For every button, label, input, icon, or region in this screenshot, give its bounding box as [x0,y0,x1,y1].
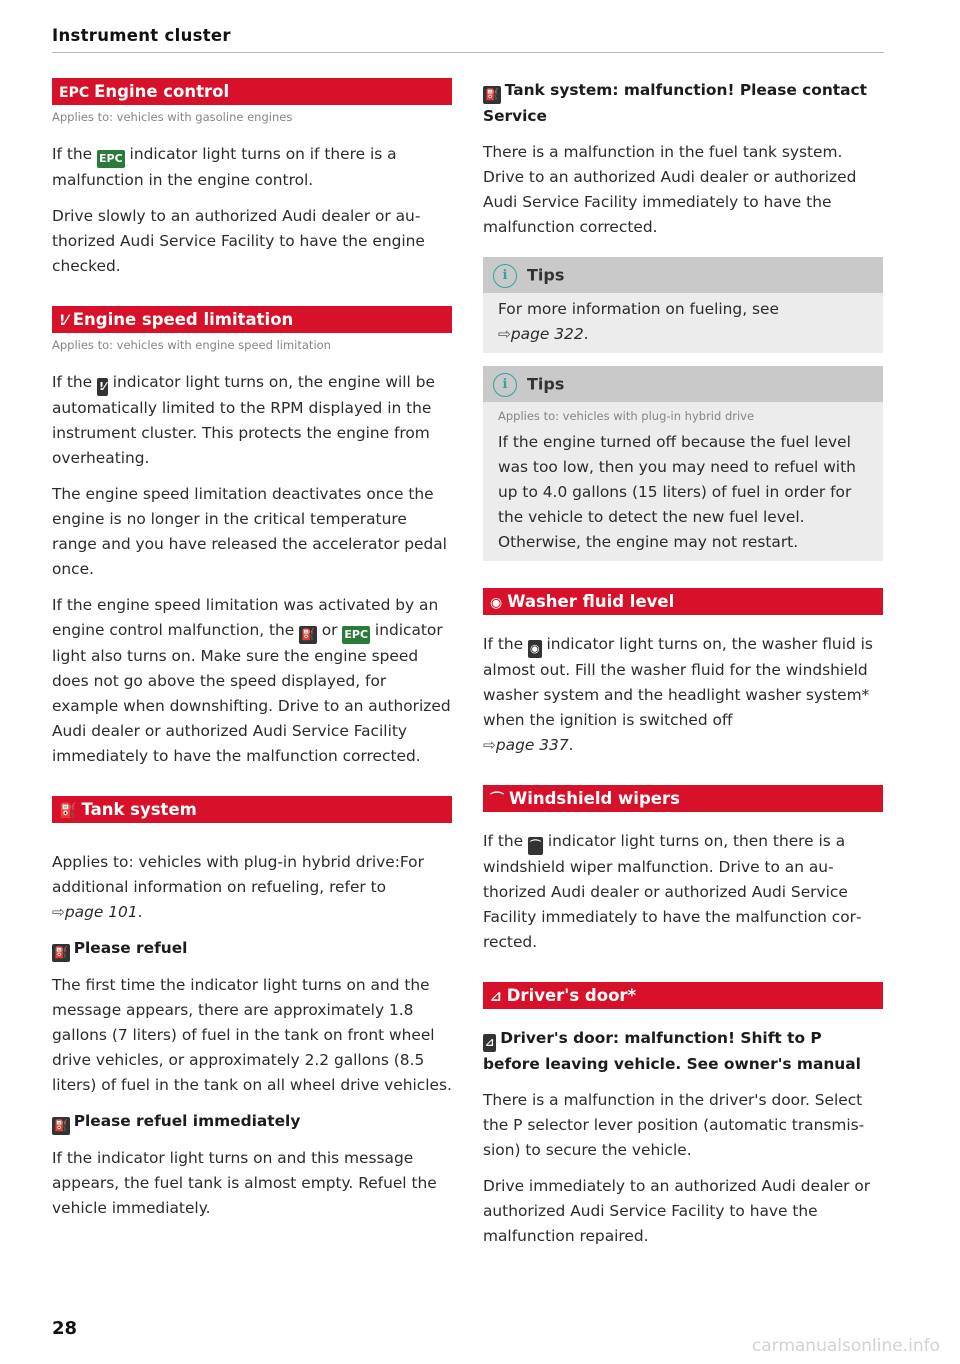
subheading-please-refuel-immediately: ⛽ Please refuel immediately [52,1109,452,1135]
tips-box [483,257,883,353]
page-reference-link[interactable]: page 322 [510,325,584,343]
applies-note: Applies to: vehicles with engine speed limitation [52,338,331,352]
section-title: Windshield wipers [509,789,680,808]
section-bar-drivers-door [483,982,883,1009]
section-bar-engine-speed [52,306,452,333]
wiper-icon: ⌒ [490,792,504,808]
subheading-tank-malfunction: ⛽ Tank system: malfunction! Please contact Service [483,81,868,125]
info-icon: i [493,373,517,397]
washer-fluid-icon: ◉ [490,595,503,611]
paragraph: If the engine speed limitation was activated by an engine control malfunction, the ⛽ or EPC indicator light also turns on. Make sure the engine speed does not go above the speed displayed, for example when downshifting. Drive to an authorized Audi dealer or authorized Audi Service Facility immediately to have the malfunction corrected. [52,596,451,765]
paragraph: Applies to: vehicles with plug-in hybrid drive:For additional information on refueling, refer to ⇨page 101. [52,853,424,921]
paragraph: Drive immediately to an authorized Audi dealer or authorized Audi Service Facility to have the malfunction repaired. [483,1177,871,1245]
paragraph: The first time the indicator light turns on and the message appears, there are approximately 1.8 gallons (7 liters) of fuel in the tank on front wheel drive vehicles, or approximately 2.2 gallons (8.5 liters) of fuel in the tank on all wheel drive vehicles. [52,976,452,1094]
section-bar-washer-fluid [483,588,883,615]
page-header-title: Instrument cluster [52,26,231,45]
tips-box [483,366,883,561]
subheading-please-refuel: ⛽ Please refuel [52,936,452,962]
tips-text: If the engine turned off because the fuel level was too low, then you may need to refuel with up to 4.0 gallons (15 liters) of fuel in order for the vehicle to detect the new fuel level. Otherwise, the engine may not restart. [498,433,856,551]
epc-icon: EPC [59,85,90,101]
arrow-icon: ⇨ [52,903,65,921]
right-column [483,78,883,1249]
header-divider [52,52,884,53]
fuel-tank-icon: ⛽ [52,944,70,962]
left-column [52,78,452,1221]
epc-icon: EPC [342,626,370,644]
rpm-limit-icon: !⁄ [59,313,68,329]
wiper-icon: ⌒ [528,837,543,855]
fuel-tank-icon: ⛽ [483,86,501,104]
section-bar-engine-control [52,78,452,105]
watermark: carmanualsonline.info [751,1336,940,1356]
door-icon: ⊿ [490,989,502,1005]
tips-text: For more information on fueling, see ⇨page 322. [498,300,779,343]
paragraph: If the indicator light turns on and this message appears, the fuel tank is almost empty. Refuel the vehicle immediately. [52,1149,437,1217]
paragraph: If the ◉ indicator light turns on, the washer fluid is almost out. Fill the washer fluid for the windshield washer system and the headlight washer system* when the ignition is switched off ⇨page 337. [483,635,873,754]
page-number: 28 [52,1318,78,1339]
paragraph: If the ⌒ indicator light turns on, then there is a windshield wiper malfunction. Drive to an authorized Audi dealer or authorized Audi Service Facility immediately to have the malfunction corrected. [483,832,862,951]
paragraph: If the EPC indicator light turns on if there is a malfunction in the engine control. [52,145,397,189]
washer-fluid-icon: ◉ [528,640,542,658]
door-icon: ⊿ [483,1034,496,1052]
paragraph: Drive slowly to an authorized Audi dealer or authorized Audi Service Facility to have the engine checked. [52,207,425,275]
paragraph: The engine speed limitation deactivates once the engine is no longer in the critical temperature range and you have released the accelerator pedal once. [52,485,447,578]
section-title: Tank system [81,800,197,819]
section-title: Washer fluid level [507,592,675,611]
tips-header: i Tips [483,366,883,402]
rpm-limit-icon: !⁄ [97,378,108,396]
applies-note: Applies to: vehicles with gasoline engines [52,110,293,124]
tips-header: i Tips [483,257,883,293]
section-title: Driver's door* [506,986,637,1005]
section-bar-windshield-wipers [483,785,883,812]
paragraph: There is a malfunction in the driver's door. Select the P selector lever position (automatic transmission) to secure the vehicle. [483,1091,865,1159]
page-reference-link[interactable]: page 101 [64,903,138,921]
section-bar-tank-system [52,796,452,823]
section-title: Engine speed limitation [72,310,294,329]
subheading-door-malfunction: ⊿ Driver's door: malfunction! Shift to P before leaving vehicle. See owner's manual [483,1029,861,1073]
fuel-tank-icon: ⛽ [52,1117,70,1135]
info-icon: i [493,264,517,288]
epc-icon: EPC [97,150,125,168]
arrow-icon: ⇨ [483,736,496,754]
arrow-icon: ⇨ [498,325,511,343]
engine-temperature-icon: ⛽ [299,626,317,644]
page-reference-link[interactable]: page 337 [495,736,569,754]
section-title: Engine control [94,82,230,101]
fuel-tank-icon: ⛽ [59,803,77,819]
paragraph: There is a malfunction in the fuel tank system. Drive to an authorized Audi dealer or authorized Audi Service Facility immediately to have the malfunction corrected. [483,143,857,236]
paragraph: If the !⁄ indicator light turns on, the engine will be automatically limited to the RPM displayed in the instrument cluster. This protects the engine from overheating. [52,373,435,467]
applies-note: Applies to: vehicles with plug-in hybrid drive [498,409,755,423]
